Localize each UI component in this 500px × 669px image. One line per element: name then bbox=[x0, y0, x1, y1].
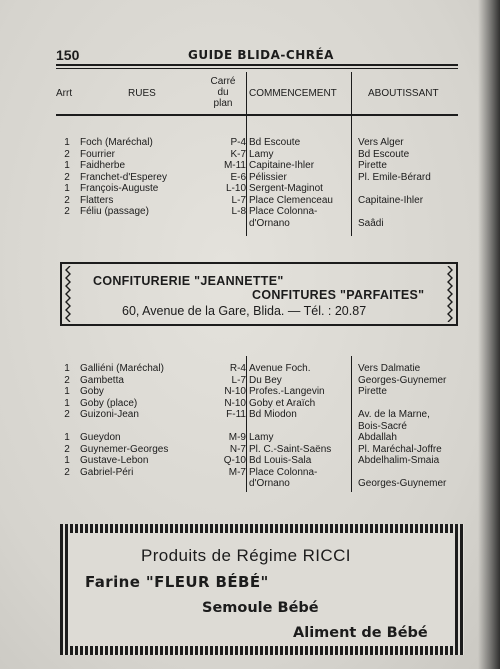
cell-rue: Franchet-d'Esperey bbox=[80, 171, 167, 183]
cell-arrt: 1 bbox=[64, 455, 70, 466]
cell-rue: Guynemer-Georges bbox=[80, 443, 169, 455]
zigzag-border-right bbox=[446, 266, 454, 322]
cell-arrt: 1 bbox=[64, 183, 70, 194]
cell-carre: P-4 bbox=[230, 137, 246, 148]
cell-commencement: Place Colonna- bbox=[249, 466, 318, 478]
table-row bbox=[56, 149, 458, 161]
table-row bbox=[56, 172, 458, 184]
cell-arrt: 1 bbox=[64, 363, 70, 374]
cell-carre: M-9 bbox=[228, 432, 246, 443]
table-row bbox=[56, 363, 458, 375]
cell-carre: L-7 bbox=[231, 194, 246, 206]
cell-rue: Gustave-Lebon bbox=[80, 455, 149, 466]
cell-carre: N-7 bbox=[229, 443, 246, 455]
cell-carre: Q-10 bbox=[223, 455, 246, 466]
cell-commencement: Bd Miodon bbox=[249, 409, 297, 420]
cell-rue: Gambetta bbox=[80, 374, 124, 386]
cell-rue: Galliéni (Maréchal) bbox=[80, 363, 164, 374]
cell-carre: R-4 bbox=[229, 363, 246, 374]
cell-arrt: 2 bbox=[64, 194, 70, 206]
cell-aboutissant: Abdelhalim-Smaia bbox=[358, 455, 440, 466]
ad-line-aliment: Aliment de Bébé bbox=[293, 625, 428, 641]
table-row bbox=[56, 206, 458, 218]
table-row bbox=[56, 467, 458, 479]
cell-carre: L-10 bbox=[225, 183, 246, 194]
cell-rue: Gabriel-Péri bbox=[80, 466, 134, 478]
cell-rue: Faidherbe bbox=[80, 160, 126, 171]
cell-arrt: 1 bbox=[64, 432, 70, 443]
table-row bbox=[56, 218, 458, 230]
table-row bbox=[56, 195, 458, 207]
cell-rue: Féliu (passage) bbox=[80, 206, 149, 217]
cell-carre: M-7 bbox=[228, 466, 246, 478]
header-rule-thin bbox=[56, 68, 458, 69]
page-binding-shadow bbox=[478, 0, 500, 669]
ad-ricci-products bbox=[60, 524, 464, 655]
table-row bbox=[56, 398, 458, 410]
table-row bbox=[56, 421, 458, 433]
cell-aboutissant: Saâdi bbox=[358, 217, 384, 229]
cell-rue: Fourrier bbox=[80, 148, 116, 160]
cell-commencement: Du Bey bbox=[249, 374, 282, 386]
cell-arrt: 2 bbox=[64, 466, 70, 478]
cell-aboutissant: Av. de la Marne, bbox=[358, 409, 430, 420]
cell-arrt: 1 bbox=[64, 160, 70, 171]
cell-commencement: d'Ornano bbox=[249, 478, 290, 489]
zigzag-border-left bbox=[64, 266, 72, 322]
cell-rue: Gueydon bbox=[80, 432, 121, 443]
cell-carre: L-7 bbox=[231, 374, 246, 386]
column-header-carre: Carré du plan bbox=[210, 76, 236, 109]
cell-aboutissant: Pl. Maréchal-Joffre bbox=[358, 443, 442, 455]
page-number: 150 bbox=[56, 47, 80, 63]
cell-aboutissant: Pl. Emile-Bérard bbox=[358, 171, 431, 183]
cell-commencement: Lamy bbox=[249, 432, 274, 443]
cell-carre: N-10 bbox=[224, 386, 246, 397]
table-row bbox=[56, 432, 458, 444]
cell-rue: Goby (place) bbox=[80, 397, 138, 409]
cell-aboutissant: Abdallah bbox=[358, 432, 397, 443]
header-rule-thick bbox=[56, 64, 458, 66]
cell-arrt: 2 bbox=[64, 206, 70, 217]
page-title: GUIDE BLIDA-CHRÉA bbox=[188, 48, 334, 62]
ad-line-produits: Produits de Régime RICCI bbox=[141, 546, 351, 565]
table-row bbox=[56, 478, 458, 490]
cell-aboutissant: Capitaine-Ihler bbox=[358, 194, 424, 206]
cell-commencement: Place Colonna- bbox=[249, 206, 318, 217]
cell-aboutissant: Vers Dalmatie bbox=[358, 363, 421, 374]
cell-carre: L-8 bbox=[231, 206, 246, 217]
cell-carre: F-11 bbox=[226, 409, 246, 420]
table-row bbox=[56, 444, 458, 456]
table-row bbox=[56, 409, 458, 421]
cell-commencement: Place Clemenceau bbox=[249, 194, 333, 206]
column-header-aboutissant: ABOUTISSANT bbox=[368, 88, 439, 99]
cell-commencement: Profes.-Langevin bbox=[249, 386, 325, 397]
cell-arrt: 2 bbox=[64, 443, 70, 455]
cell-commencement: Bd Escoute bbox=[249, 137, 301, 148]
cell-arrt: 1 bbox=[64, 386, 70, 397]
cell-arrt: 2 bbox=[64, 374, 70, 386]
ad-line-farine: Farine "FLEUR BÉBÉ" bbox=[85, 573, 269, 591]
column-header-arrt: Arrt bbox=[56, 88, 73, 99]
ad-line-address: 60, Avenue de la Gare, Blida. — Tél. : 20.87 bbox=[122, 304, 367, 318]
column-header-rues: RUES bbox=[128, 88, 156, 99]
cell-carre: N-10 bbox=[224, 397, 246, 409]
cell-aboutissant: Pirette bbox=[358, 386, 387, 397]
table-row bbox=[56, 455, 458, 467]
cell-carre: M-11 bbox=[223, 160, 246, 171]
cell-rue: Goby bbox=[80, 386, 104, 397]
table-header-rule bbox=[56, 114, 458, 116]
cell-rue: Foch (Maréchal) bbox=[80, 137, 153, 148]
cell-commencement: Goby et Araïch bbox=[249, 397, 316, 409]
cell-arrt: 1 bbox=[64, 397, 70, 409]
cell-commencement: Pl. C.-Saint-Saëns bbox=[249, 443, 332, 455]
cell-commencement: Lamy bbox=[249, 148, 274, 160]
cell-aboutissant: Pirette bbox=[358, 160, 387, 171]
cell-aboutissant: Bois-Sacré bbox=[358, 420, 407, 432]
ad-line-confitures: CONFITURES "PARFAITES" bbox=[252, 288, 425, 302]
table-row bbox=[56, 183, 458, 195]
cell-commencement: Capitaine-Ihler bbox=[249, 160, 315, 171]
cell-carre: K-7 bbox=[230, 148, 246, 160]
cell-rue: Guizoni-Jean bbox=[80, 409, 139, 420]
cell-aboutissant: Georges-Guynemer bbox=[358, 478, 447, 489]
cell-arrt: 2 bbox=[64, 148, 70, 160]
cell-commencement: Sergent-Maginot bbox=[249, 183, 323, 194]
cell-arrt: 1 bbox=[64, 137, 70, 148]
cell-aboutissant: Georges-Guynemer bbox=[358, 374, 447, 386]
cell-commencement: Pélissier bbox=[249, 171, 287, 183]
cell-commencement: d'Ornano bbox=[249, 217, 290, 229]
cell-commencement: Avenue Foch. bbox=[249, 363, 311, 374]
cell-commencement: Bd Louis-Sala bbox=[249, 455, 312, 466]
table-row bbox=[56, 160, 458, 172]
table-row bbox=[56, 375, 458, 387]
page-header bbox=[56, 44, 456, 64]
cell-rue: Flatters bbox=[80, 194, 114, 206]
table-row bbox=[56, 386, 458, 398]
ad-line-semoule: Semoule Bébé bbox=[202, 600, 319, 616]
cell-aboutissant: Bd Escoute bbox=[358, 148, 410, 160]
ad-line-confiturerie: CONFITURERIE "JEANNETTE" bbox=[93, 274, 284, 288]
table-header bbox=[56, 70, 458, 114]
cell-arrt: 2 bbox=[64, 409, 70, 420]
ad-confiturerie-jeannette bbox=[60, 262, 458, 326]
table-row bbox=[56, 137, 458, 149]
cell-aboutissant: Vers Alger bbox=[358, 137, 404, 148]
column-header-commencement: COMMENCEMENT bbox=[249, 88, 337, 99]
cell-carre: E-6 bbox=[230, 171, 246, 183]
cell-rue: François-Auguste bbox=[80, 183, 159, 194]
cell-arrt: 2 bbox=[64, 171, 70, 183]
